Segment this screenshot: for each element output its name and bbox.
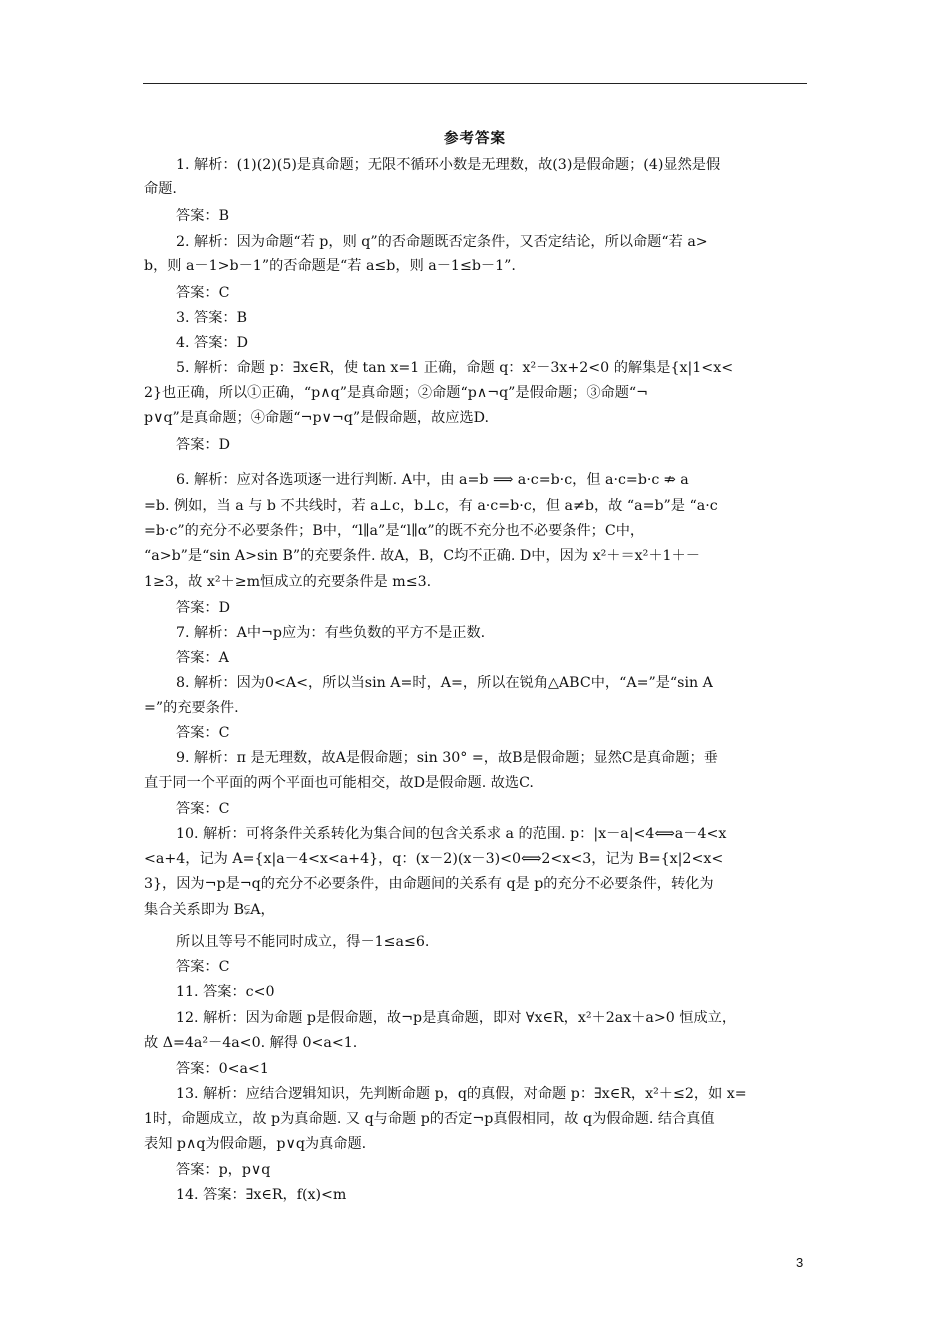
text-line: 答案：p，p∨q <box>176 1162 271 1178</box>
text-line: p∨q”是真命题；④命题“¬p∨¬q”是假命题，故应选D. <box>144 410 490 426</box>
text-line: 1≥3，故 x²＋≥m恒成立的充要条件是 m≤3. <box>144 574 432 590</box>
text-line: 7. 解析：A中¬p应为：有些负数的平方不是正数. <box>176 625 486 641</box>
text-line: 3}，因为¬p是¬q的充分不必要条件，由命题间的关系有 q是 p的充分不必要条件，转化为 <box>144 876 714 892</box>
text-line: 集合关系即为 B⫋A， <box>144 902 275 918</box>
text-line: 答案：B <box>176 208 229 224</box>
text-line: =”的充要条件. <box>144 700 239 716</box>
text-line: 13. 解析：应结合逻辑知识，先判断命题 p，q的真假，对命题 p：∃x∈R，x²＋≤2，如 x= <box>176 1086 747 1102</box>
text-line: 8. 解析：因为0<A<，所以当sin A=时，A=，所以在锐角△ABC中，“A=”是“sin A <box>176 675 713 691</box>
text-line: 答案：C <box>176 285 230 301</box>
text-line: 所以且等号不能同时成立，得－1≤a≤6. <box>176 934 430 950</box>
page-number: 3 <box>796 1255 804 1270</box>
text-line: 6. 解析：应对各选项逐一进行判断. A中，由 a=b ⟹ a·c=b·c，但 a·c=b·c ⇏ a <box>176 472 689 488</box>
text-line: =b·c”的充分不必要条件；B中，“l∥a”是“l∥α”的既不充分也不必要条件；C中， <box>144 523 645 539</box>
text-line: 12. 解析：因为命题 p是假命题，故¬p是真命题，即对 ∀x∈R，x²＋2ax＋a>0 恒成立， <box>176 1010 737 1026</box>
text-line: 14. 答案：∃x∈R，f(x)<m <box>176 1187 347 1203</box>
text-line: 5. 解析：命题 p：∃x∈R，使 tan x=1 正确，命题 q：x²－3x+2<0 的解集是{x|1<x< <box>176 360 734 376</box>
text-line: 2. 解析：因为命题“若 p，则 q”的否命题既否定条件，又否定结论，所以命题“若 a> <box>176 234 708 250</box>
text-line: 表知 p∧q为假命题，p∨q为真命题. <box>144 1136 367 1152</box>
text-line: b，则 a－1>b－1”的否命题是“若 a≤b，则 a－1≤b－1”. <box>144 258 516 274</box>
text-line: 1. 解析：(1)(2)(5)是真命题；无限不循环小数是无理数，故(3)是假命题；(4)显然是假 <box>176 157 721 173</box>
text-line: 答案：C <box>176 725 230 741</box>
header-rule <box>143 83 807 84</box>
page-title: 参考答案 <box>444 131 506 147</box>
text-line: 故 Δ=4a²－4a<0. 解得 0<a<1. <box>144 1035 358 1051</box>
text-line: 1时，命题成立，故 p为真命题. 又 q与命题 p的否定¬p真假相同，故 q为假命题. 结合真值 <box>144 1111 715 1127</box>
text-line: 答案：D <box>176 437 230 453</box>
text-line: 直于同一个平面的两个平面也可能相交，故D是假命题. 故选C. <box>144 775 534 791</box>
text-line: 答案：0<a<1 <box>176 1061 269 1077</box>
text-line: 答案：D <box>176 600 230 616</box>
text-line: 2}也正确，所以①正确，“p∧q”是真命题；②命题“p∧¬q”是假命题；③命题“¬ <box>144 385 649 401</box>
text-line: 答案：A <box>176 650 229 666</box>
text-line: 11. 答案：c<0 <box>176 984 275 1000</box>
text-line: 9. 解析：π 是无理数，故A是假命题；sin 30° =，故B是假命题；显然C是真命题；垂 <box>176 750 718 766</box>
text-line: 答案：C <box>176 959 230 975</box>
text-line: 3. 答案：B <box>176 310 248 326</box>
text-line: 10. 解析：可将条件关系转化为集合间的包含关系求 a 的范围. p：|x－a|<4⟺a－4<x <box>176 826 727 842</box>
text-line: <a+4，记为 A={x|a－4<x<a+4}，q：(x－2)(x－3)<0⟺2<x<3，记为 B={x|2<x< <box>144 851 724 867</box>
text-line: 命题. <box>144 181 177 197</box>
text-line: 4. 答案：D <box>176 335 248 351</box>
text-line: 答案：C <box>176 801 230 817</box>
text-line: “a>b”是“sin A>sin B”的充要条件. 故A，B，C均不正确. D中，因为 x²＋＝x²＋1＋－ <box>144 548 700 564</box>
text-line: =b. 例如，当 a 与 b 不共线时，若 a⊥c，b⊥c，有 a·c=b·c，但 a≠b，故 “a=b”是 “a·c <box>144 498 718 514</box>
